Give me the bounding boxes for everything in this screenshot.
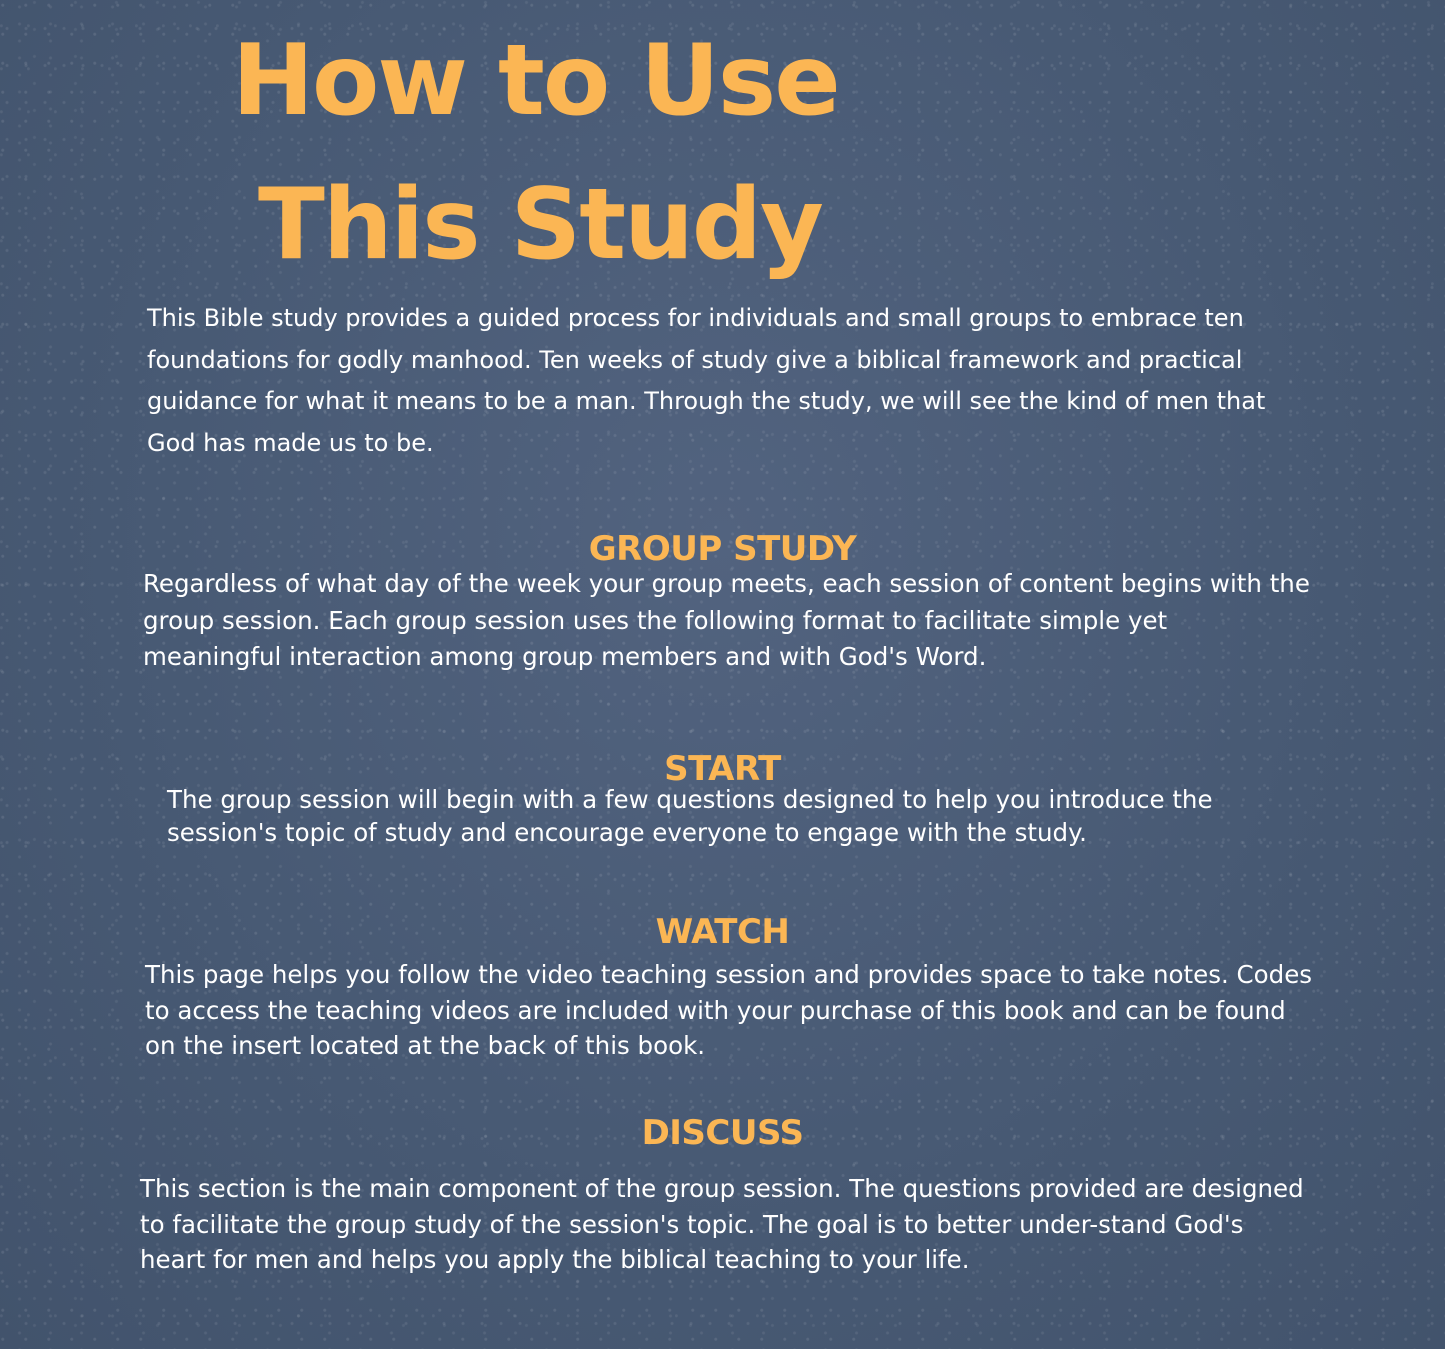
watch-heading: WATCH — [655, 912, 790, 952]
group-study-paragraph: Regardless of what day of the week your group meets, each session of content begins with the group session. Each group session uses the following format to facilitate simple yet meaningful interaction among group members and with God's Word. — [143, 569, 1310, 671]
discuss-paragraph: This section is the main component of the group session. The questions provided are designed to facilitate the group study of the session's topic. The goal is to better under-stand God's heart for men and helps you apply the biblical teaching to your life. — [140, 1174, 1304, 1274]
page-title-line-1: How to Use — [232, 24, 839, 138]
watch-paragraph: This page helps you follow the video teaching session and provides space to take notes. Codes to access the teaching videos are included with your purchase of this book and can be found on the insert located at the back of this book. — [145, 960, 1313, 1060]
intro-paragraph: This Bible study provides a guided process for individuals and small groups to embrace ten foundations for godly manhood. Ten weeks of study give a biblical framework and practical guidance for what it means to be a man. Through the study, we will see the kind of men that God has made us to be. — [147, 304, 1266, 457]
start-heading: START — [664, 749, 781, 789]
start-paragraph: The group session will begin with a few questions designed to help you introduce the session's topic of study and encourage everyone to engage with the study. — [167, 785, 1213, 847]
page-title-line-2: This Study — [258, 168, 822, 282]
group-study-heading: GROUP STUDY — [588, 529, 857, 569]
discuss-heading: DISCUSS — [641, 1113, 804, 1153]
